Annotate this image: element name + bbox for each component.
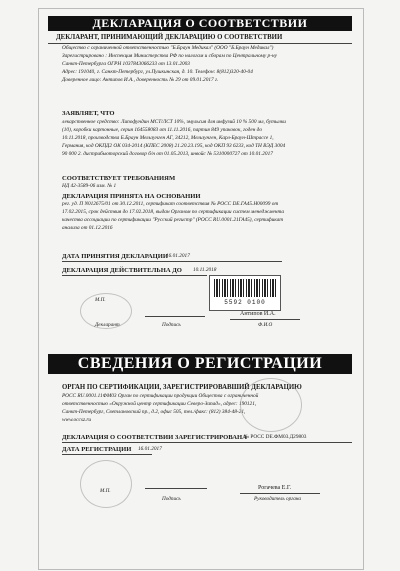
registration-stamp-label: М.П. bbox=[100, 488, 111, 494]
registration-body-line: ответственностью «Окружной центр сертификации Северо-Запад», адрес: 190121, bbox=[62, 401, 257, 407]
registration-date: 16.01.2017 bbox=[138, 446, 162, 452]
barcode-bars bbox=[214, 279, 276, 297]
declarant-label: Декларант bbox=[95, 322, 120, 328]
claims-line: (10), коробки картонные, серия 164558083 от 11.11.2016, партия 849 упаковок, годен до bbox=[62, 127, 263, 133]
registration-date-label: ДАТА РЕГИСТРАЦИИ bbox=[62, 446, 132, 453]
claims-line: Германия, код ОКПД2 ОК 034-2014 (КПЕС 2008) 21.20.23.195, код ОКП 93 6233, код ТН ВЭД 3004 bbox=[62, 143, 286, 149]
divider bbox=[62, 275, 207, 276]
divider bbox=[48, 43, 352, 44]
basis-line: анализа от 01.12.2016 bbox=[62, 225, 113, 231]
divider bbox=[62, 261, 282, 262]
barcode bbox=[209, 275, 281, 311]
applicant-line: Зарегистрировано : Инспекция Министерства РФ по налогам и сборам по Центральному р-ну bbox=[62, 53, 277, 59]
claims-line: лекарственное средство: Липофундин МСТ/ЛСТ 10%, эмульсия для инфузий 10 % 500 мл, бутылки bbox=[62, 119, 286, 125]
applicant-line: Общество с ограниченной ответственностью "Б.Браун Медикал" (ООО "Б.Браун Медикал") bbox=[62, 45, 274, 51]
registration-body-line: Санкт-Петербург, Светлановский пр., д.2, офис 505, тел./факс: (812) 384-48-21, bbox=[62, 409, 246, 415]
divider bbox=[62, 454, 152, 455]
applicant-line: Доверенное лицо: Антипов И.А., доверенность № 29 от 09.01.2017 г. bbox=[62, 77, 219, 83]
barcode-number: 5592 0100 bbox=[224, 299, 266, 306]
valid-date: 10.11.2018 bbox=[193, 267, 217, 273]
basis-header: ДЕКЛАРАЦИЯ ПРИНЯТА НА ОСНОВАНИИ bbox=[62, 193, 201, 200]
applicant-header: ДЕКЛАРАНТ, ПРИНИМАЮЩИЙ ДЕКЛАРАЦИЮ О СООТВЕТСТВИИ bbox=[56, 34, 283, 41]
registration-declaration-label: ДЕКЛАРАЦИЯ О СООТВЕТСТВИИ ЗАРЕГИСТРИРОВАНА bbox=[62, 434, 247, 441]
registration-signature-label: Подпись bbox=[162, 496, 181, 502]
claims-line: 90 000 2. дистрибьюторский договор б/н от 01.05.2013, инвойс № 5310000727 от 10.01.2017 bbox=[62, 151, 273, 157]
basis-line: качества ассоциации по сертификации "Русский регистр" (РОСС RU.0001.21ГА45), сертификат bbox=[62, 217, 284, 223]
divider bbox=[240, 493, 320, 494]
signature-line bbox=[145, 300, 205, 317]
stamp-seal bbox=[80, 460, 132, 508]
applicant-line: Адрес: 191040, г. Санкт-Петербург, ул.Пушкинская, д. 10. Телефон: 8(812)320-40-04 bbox=[62, 69, 253, 75]
claims-line: 10.11.2018, производства Б.Браун Мельзунген АГ, 34212, Мельзунген, Карл-Браун-Штрассе 1, bbox=[62, 135, 274, 141]
registration-body-line: РОСС RU.0001.11ФМ03 Орган по сертификации продукции Общества с ограниченной bbox=[62, 393, 259, 399]
registration-declaration-number: № РОСС DE.ФМ03.Д29803 bbox=[244, 434, 307, 440]
applicant-line: Санкт-Петербурга ОГРН 1037843066233 от 13.01.2003 bbox=[62, 61, 190, 67]
registration-body-line: www.occsz.ru bbox=[62, 417, 92, 423]
registration-body-header: ОРГАН ПО СЕРТИФИКАЦИИ, ЗАРЕГИСТРИРОВАВШИЙ ДЕКЛАРАЦИЮ bbox=[62, 384, 302, 391]
requirements-header: СООТВЕТСТВУЕТ ТРЕБОВАНИЯМ bbox=[62, 175, 176, 182]
divider bbox=[62, 442, 352, 443]
claims-header: ЗАЯВЛЯЕТ, ЧТО bbox=[62, 110, 115, 117]
divider bbox=[230, 319, 300, 320]
head-name: Рогачева Е.Г. bbox=[258, 485, 292, 491]
valid-label: ДЕКЛАРАЦИЯ ДЕЙСТВИТЕЛЬНА ДО bbox=[62, 267, 182, 274]
signature-label: Подпись bbox=[162, 322, 181, 328]
head-label: Руководитель органа bbox=[254, 496, 302, 502]
signature-line bbox=[145, 470, 207, 489]
basis-line: 17.02.2015, срок действия до 17.02.2018, выдан Органом по сертификации систем менеджмента bbox=[62, 209, 285, 215]
basis-line: рег. уд. П N012675/01 от 30.12.2011, сертификат соответствия № РОСС DE.ГА45.Н00099 от bbox=[62, 201, 279, 207]
declaration-title: ДЕКЛАРАЦИЯ О СООТВЕТСТВИИ bbox=[48, 16, 352, 31]
stamp-label: М.П. bbox=[95, 297, 106, 303]
registration-stamp bbox=[240, 378, 302, 432]
requirements-line: НД 42-3589-06 изм. № 1 bbox=[62, 183, 117, 189]
accepted-label: ДАТА ПРИНЯТИЯ ДЕКЛАРАЦИИ bbox=[62, 253, 169, 260]
fio-label: Ф.И.О bbox=[258, 322, 273, 328]
accepted-date: 16.01.2017 bbox=[166, 253, 190, 259]
signer-name: Антипов И.А. bbox=[240, 311, 276, 317]
registration-title: СВЕДЕНИЯ О РЕГИСТРАЦИИ bbox=[48, 354, 352, 374]
